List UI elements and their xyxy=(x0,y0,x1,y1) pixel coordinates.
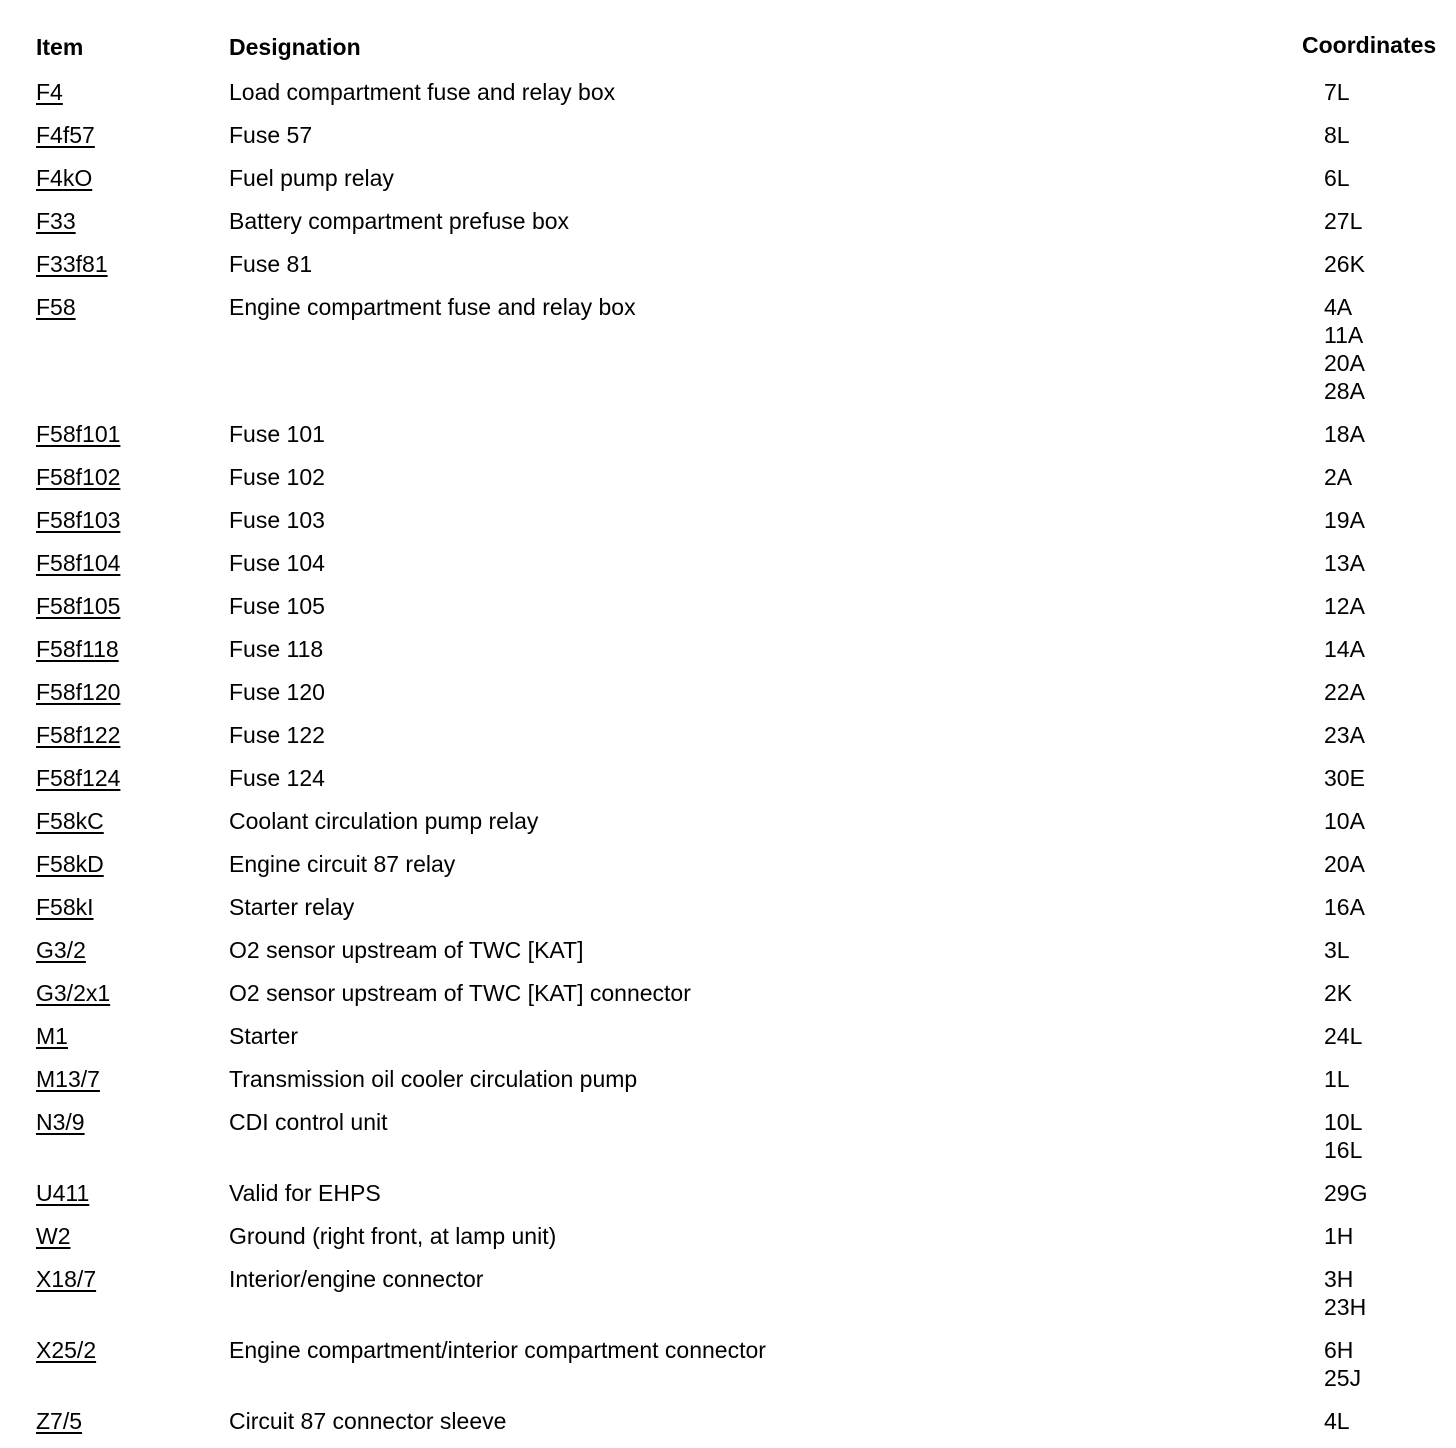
coordinate-value: 25J xyxy=(1324,1365,1362,1391)
table-row xyxy=(0,1220,1456,1263)
table-row xyxy=(0,291,1456,418)
coordinate-value: 1L xyxy=(1324,1066,1350,1092)
header-coordinates: Coordinates xyxy=(1302,32,1437,58)
item-link[interactable]: F58f120 xyxy=(36,679,121,705)
coordinate-value: 28A xyxy=(1324,378,1365,404)
coordinate-value: 20A xyxy=(1324,851,1365,877)
coordinates-cell xyxy=(1324,1022,1456,1050)
table-row xyxy=(0,977,1456,1020)
table-row xyxy=(0,891,1456,934)
item-link[interactable]: G3/2x1 xyxy=(36,980,111,1006)
coordinates-cell xyxy=(1324,420,1456,448)
coordinates-cell xyxy=(1324,807,1456,835)
designation-text: Fuse 105 xyxy=(229,593,325,619)
coordinate-value: 8L xyxy=(1324,122,1350,148)
table-row xyxy=(0,633,1456,676)
coordinate-value: 6L xyxy=(1324,165,1350,191)
coordinate-value: 2A xyxy=(1324,464,1353,490)
designation-text: Fuse 122 xyxy=(229,722,325,748)
item-link[interactable]: F58 xyxy=(36,294,76,320)
designation-text: Fuse 124 xyxy=(229,765,325,791)
designation-text: Fuse 101 xyxy=(229,421,325,447)
coordinates-cell xyxy=(1324,635,1456,663)
coordinate-value: 10A xyxy=(1324,808,1365,834)
coordinates-cell xyxy=(1324,592,1456,620)
coordinates-cell xyxy=(1324,1222,1456,1250)
item-link[interactable]: F58f102 xyxy=(36,464,121,490)
coordinates-cell xyxy=(1324,121,1456,149)
coordinate-value: 3H xyxy=(1324,1266,1354,1292)
coordinate-value: 19A xyxy=(1324,507,1365,533)
designation-text: Fuse 118 xyxy=(229,636,324,662)
coordinates-cell xyxy=(1324,506,1456,534)
coordinate-value: 27L xyxy=(1324,208,1363,234)
coordinates-cell xyxy=(1324,1065,1456,1093)
table-row xyxy=(0,1263,1456,1334)
designation-text: Fuse 120 xyxy=(229,679,325,705)
item-link[interactable]: W2 xyxy=(36,1223,71,1249)
coordinates-cell xyxy=(1324,764,1456,792)
item-link[interactable]: F58f118 xyxy=(36,636,119,662)
coordinate-value: 4A xyxy=(1324,294,1353,320)
item-link[interactable]: F58f105 xyxy=(36,593,121,619)
coordinates-cell xyxy=(1324,1407,1456,1435)
coordinate-value: 18A xyxy=(1324,421,1365,447)
table-row xyxy=(0,418,1456,461)
table-row xyxy=(0,504,1456,547)
item-link[interactable]: F58f103 xyxy=(36,507,121,533)
coordinates-cell xyxy=(1324,678,1456,706)
coordinate-value: 30E xyxy=(1324,765,1365,791)
coordinate-value: 12A xyxy=(1324,593,1365,619)
coordinates-cell xyxy=(1324,1179,1456,1207)
item-link[interactable]: G3/2 xyxy=(36,937,86,963)
table-row xyxy=(0,1020,1456,1063)
designation-text: Fuse 103 xyxy=(229,507,325,533)
coordinate-value: 6H xyxy=(1324,1337,1354,1363)
coordinates-cell xyxy=(1324,1108,1456,1164)
table-header xyxy=(0,34,1456,66)
designation-text: Fuse 81 xyxy=(229,251,313,277)
table-row xyxy=(0,1177,1456,1220)
coordinate-value: 11A xyxy=(1324,322,1364,348)
designation-text: Starter relay xyxy=(229,894,355,920)
designation-text: Circuit 87 connector sleeve xyxy=(229,1408,507,1434)
item-link[interactable]: F33 xyxy=(36,208,76,234)
item-link[interactable]: F33f81 xyxy=(36,251,108,277)
table-row xyxy=(0,676,1456,719)
coordinates-cell xyxy=(1324,78,1456,106)
coordinate-value: 1H xyxy=(1324,1223,1354,1249)
designation-text: Fuel pump relay xyxy=(229,165,394,191)
coordinates-cell xyxy=(1324,549,1456,577)
table-row xyxy=(0,934,1456,977)
table-row xyxy=(0,205,1456,248)
coordinate-value: 3L xyxy=(1324,937,1350,963)
coordinates-cell xyxy=(1324,979,1456,1007)
item-link[interactable]: F4f57 xyxy=(36,122,95,148)
designation-text: Transmission oil cooler circulation pump xyxy=(229,1066,638,1092)
item-link[interactable]: F58f104 xyxy=(36,550,121,576)
designation-text: Starter xyxy=(229,1023,299,1049)
coordinates-cell xyxy=(1324,293,1456,405)
designation-text: Valid for EHPS xyxy=(229,1180,381,1206)
item-link[interactable]: F58f124 xyxy=(36,765,121,791)
table-row xyxy=(0,805,1456,848)
designation-text: Engine compartment/interior compartment connector xyxy=(229,1337,766,1363)
designation-text: Ground (right front, at lamp unit) xyxy=(229,1223,557,1249)
header-designation: Designation xyxy=(229,34,361,60)
coordinate-value: 14A xyxy=(1324,636,1365,662)
designation-text: Fuse 102 xyxy=(229,464,325,490)
coordinates-cell xyxy=(1324,164,1456,192)
table-row xyxy=(0,461,1456,504)
coordinate-value: 13A xyxy=(1324,550,1365,576)
designation-text: Engine compartment fuse and relay box xyxy=(229,294,636,320)
table-row xyxy=(0,119,1456,162)
coordinates-cell xyxy=(1324,850,1456,878)
item-link[interactable]: U411 xyxy=(36,1180,90,1206)
coordinate-value: 7L xyxy=(1324,79,1350,105)
item-link[interactable]: M1 xyxy=(36,1023,68,1049)
designation-text: CDI control unit xyxy=(229,1109,388,1135)
item-link[interactable]: F58kD xyxy=(36,851,104,877)
coordinate-value: 20A xyxy=(1324,350,1365,376)
item-link[interactable]: F58kC xyxy=(36,808,104,834)
item-link[interactable]: Z7/5 xyxy=(36,1408,83,1434)
designation-text: Fuse 104 xyxy=(229,550,325,576)
table-row xyxy=(0,762,1456,805)
table-row xyxy=(0,1334,1456,1405)
table-row xyxy=(0,76,1456,119)
coordinate-value: 22A xyxy=(1324,679,1365,705)
item-link[interactable]: F4kO xyxy=(36,165,93,191)
designation-text: Load compartment fuse and relay box xyxy=(229,79,616,105)
coordinate-value: 24L xyxy=(1324,1023,1363,1049)
designation-text: O2 sensor upstream of TWC [KAT] xyxy=(229,937,584,963)
table-row xyxy=(0,590,1456,633)
table-row xyxy=(0,1063,1456,1106)
legend-table xyxy=(0,76,1456,1448)
designation-text: Fuse 57 xyxy=(229,122,313,148)
coordinates-cell xyxy=(1324,207,1456,235)
designation-text: O2 sensor upstream of TWC [KAT] connector xyxy=(229,980,691,1006)
coordinate-value: 2K xyxy=(1324,980,1353,1006)
designation-text: Interior/engine connector xyxy=(229,1266,484,1292)
item-link[interactable]: F4 xyxy=(36,79,63,105)
designation-text: Battery compartment prefuse box xyxy=(229,208,570,234)
coordinate-value: 16L xyxy=(1324,1137,1363,1163)
item-link[interactable]: F58f101 xyxy=(36,421,121,447)
item-link[interactable]: F58f122 xyxy=(36,722,121,748)
coordinate-value: 23A xyxy=(1324,722,1365,748)
coordinate-value: 10L xyxy=(1324,1109,1363,1135)
item-link[interactable]: N3/9 xyxy=(36,1109,85,1135)
table-row xyxy=(0,848,1456,891)
coordinate-value: 16A xyxy=(1324,894,1365,920)
designation-text: Coolant circulation pump relay xyxy=(229,808,539,834)
coordinates-cell xyxy=(1324,250,1456,278)
coordinates-cell xyxy=(1324,1336,1456,1392)
item-link[interactable]: M13/7 xyxy=(36,1066,100,1092)
coordinates-cell xyxy=(1324,721,1456,749)
coordinate-value: 4L xyxy=(1324,1408,1350,1434)
item-link[interactable]: F58kI xyxy=(36,894,94,920)
coordinates-cell xyxy=(1324,463,1456,491)
coordinates-cell xyxy=(1324,893,1456,921)
table-row xyxy=(0,1106,1456,1177)
table-row xyxy=(0,719,1456,762)
item-link[interactable]: X18/7 xyxy=(36,1266,97,1292)
item-link[interactable]: X25/2 xyxy=(36,1337,97,1363)
coordinate-value: 23H xyxy=(1324,1294,1367,1320)
coordinate-value: 26K xyxy=(1324,251,1365,277)
coordinate-value: 29G xyxy=(1324,1180,1368,1206)
coordinates-cell xyxy=(1324,936,1456,964)
table-row xyxy=(0,248,1456,291)
table-row xyxy=(0,547,1456,590)
designation-text: Engine circuit 87 relay xyxy=(229,851,456,877)
header-item: Item xyxy=(36,34,84,60)
table-row xyxy=(0,162,1456,205)
coordinates-cell xyxy=(1324,1265,1456,1321)
